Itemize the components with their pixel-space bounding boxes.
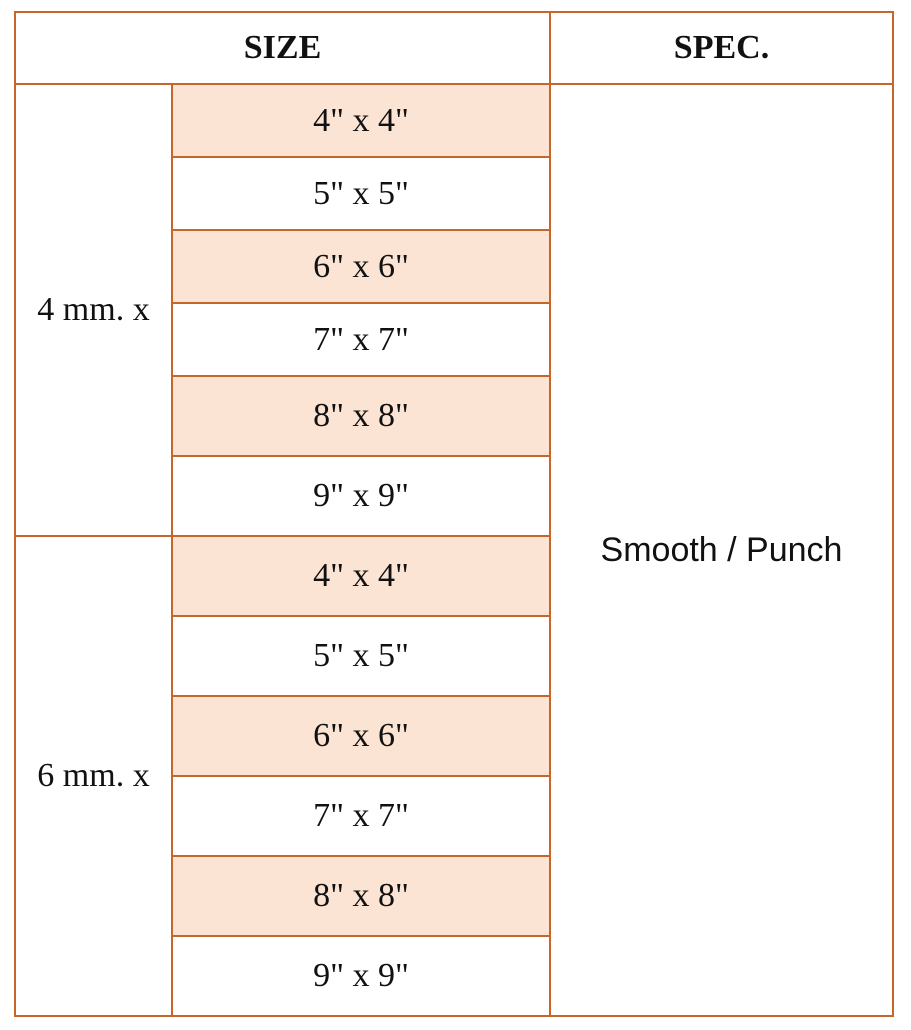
size-cell: 7" x 7" — [173, 777, 549, 857]
size-cell: 4" x 4" — [173, 537, 549, 617]
size-list-4mm — [173, 85, 551, 537]
size-cell: 4" x 4" — [173, 85, 549, 158]
size-cell: 9" x 9" — [313, 957, 409, 994]
group-label-4mm: 4 mm. x — [16, 85, 173, 537]
header-spec: SPEC. — [551, 13, 892, 85]
size-list-6mm — [173, 537, 551, 1015]
size-cell: 6" x 6" — [173, 231, 549, 304]
size-cell: 7" x 7" — [173, 304, 549, 377]
header-size: SIZE — [16, 13, 551, 85]
size-cell: 9" x 9" — [173, 457, 549, 537]
size-cell: 6" x 6" — [173, 697, 549, 777]
group-label-6mm: 6 mm. x — [16, 537, 173, 1015]
size-cell: 5" x 5" — [173, 617, 549, 697]
size-cell: 8" x 8" — [173, 857, 549, 937]
size-cell: 8" x 8" — [173, 377, 549, 457]
spec-value: Smooth / Punch — [600, 530, 843, 569]
size-spec-table — [14, 11, 894, 1017]
size-cell: 5" x 5" — [173, 158, 549, 231]
